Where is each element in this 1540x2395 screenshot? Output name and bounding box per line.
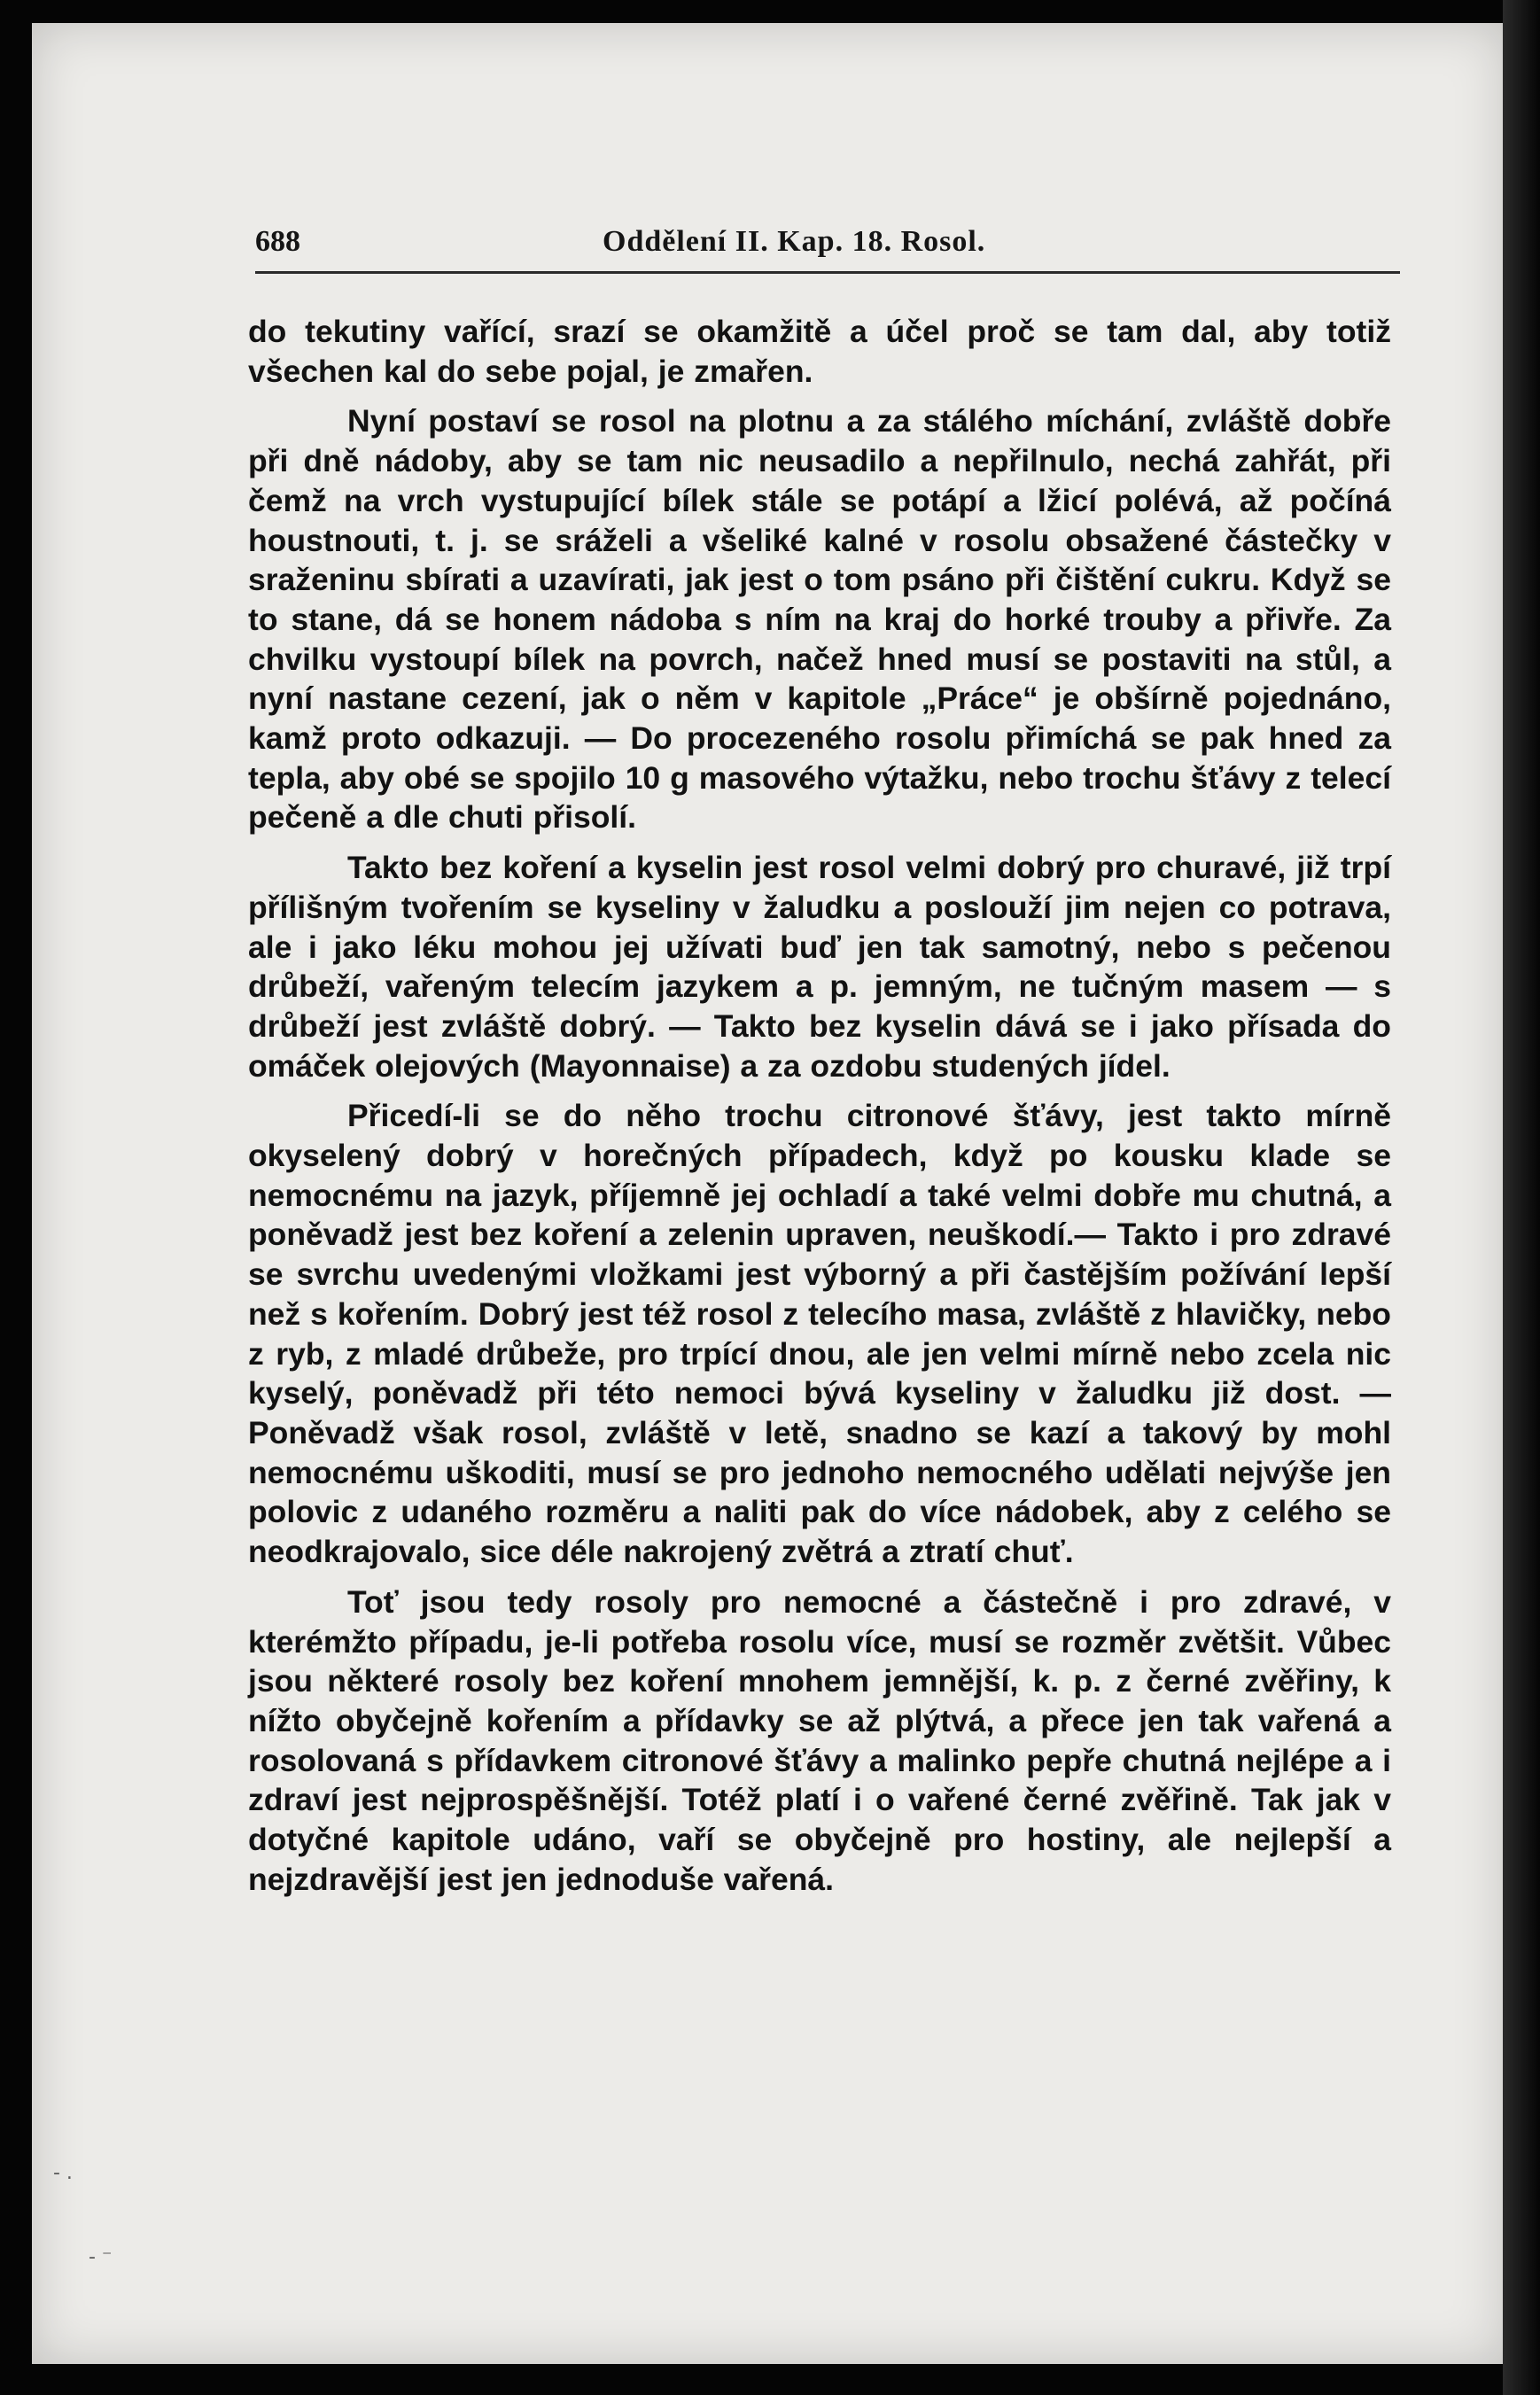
paragraph: Nyní postaví se rosol na plotnu a za stálého míchání, zvláště dobře při dně nádoby, aby se tam nic neusadilo a nepřilnulo, nechá zahřát, při čemž na vrch vystupující bílek stále se potápí a lžicí polévá, až počíná houstnouti, t. j. se sráželi a všeliké kalné v rosolu obsažené částečky v sraženinu sbírati a uzavírati, jak jest o tom psáno při čištění cukru. Když se to stane, dá se honem nádoba s ním na kraj do horké trouby a přivře. Za chvilku vystoupí bílek na povrch, načež hned musí se postaviti na stůl, a nyní nastane cezení, jak o něm v kapitole „Práce“ je obšírně pojednáno, kamž proto odkazuji. — Do procezeného rosolu přimíchá se pak hned za tepla, aby obé se spojilo 10 g masového výtažku, nebo trochu šťávy z telecí pečeně a dle chuti přisolí. <box>248 403 1391 836</box>
paragraph: do tekutiny vařící, srazí se okamžitě a účel proč se tam dal, aby totiž všechen kal do sebe pojal, je zmařen. <box>248 314 1391 389</box>
header-rule <box>255 271 1400 274</box>
page-number: 688 <box>255 225 300 258</box>
body-text <box>248 312 1391 1909</box>
paragraph: Toť jsou tedy rosoly pro nemocné a částečně i pro zdravé, v kterémžto případu, je-li potřeba rosolu více, musí se rozměr zvětšit. Vůbec jsou některé rosoly bez koření mnohem jemnější, k. p. z černé zvěřiny, k nížto obyčejně kořením a přídavky se až plýtvá, a přece jen tak vařená a rosolovaná s přídavkem citronové šťávy a malinko pepře chutná nejlépe a i zdraví jest nejprospěšnější. Totéž platí i o vařené černé zvěřině. Tak jak v dotyčné kapitole udáno, vaří se obyčejně pro hostiny, ale nejlepší a nejzdravější jest jen jednoduše vařená. <box>248 1583 1391 1897</box>
page-edge-shadow <box>1503 0 1540 2395</box>
paragraph: Takto bez koření a kyselin jest rosol velmi dobrý pro churavé, již trpí přílišným tvořením se kyseliny v žaludku a poslouží jim nejen co potrava, ale i jako léku mohou jej užívati buď jen tak samotný, nebo s pečenou drůbeží, vařeným telecím jazykem a p. jemným, ne tučným masem — s drůbeží jest zvláště dobrý. — Takto bez kyselin dává se i jako přísada do omáček olejových (Mayonnaise) a za ozdobu studených jídel. <box>248 850 1391 1084</box>
running-head: Oddělení II. Kap. 18. Rosol. <box>603 225 986 258</box>
scan-speck: - . <box>53 2162 73 2184</box>
page-header <box>255 220 1400 273</box>
scan-speck: - ⁻ <box>89 2246 113 2268</box>
paragraph: Přicedí-li se do něho trochu citronové šťávy, jest takto mírně okyselený dobrý v horečných případech, když po kousku klade se nemocnému na jazyk, příjemně jej ochladí a také velmi dobře mu chutná, a poněvadž jest bez koření a zelenin upraven, neuškodí.— Takto i pro zdravé se svrchu uvedenými vložkami jest výborný a při častějším požívání lepší než s kořením. Dobrý jest též rosol z telecího masa, zvláště z hlavičky, nebo z ryb, z mladé drůbeže, pro trpící dnou, ale jen velmi mírně nebo zcela nic kyselý, poněvadž při této nemoci bývá kyseliny v žaludku již dost. — Poněvadž však rosol, zvláště v letě, snadno se kazí a takový by mohl nemocnému uškoditi, musí se pro jednoho nemocného udělati nejvýše jen polovic z udaného rozměru a naliti pak do více nádobek, aby z celého se neodkrajovalo, sice déle nakrojený zvětrá a ztratí chuť. <box>248 1098 1391 1570</box>
